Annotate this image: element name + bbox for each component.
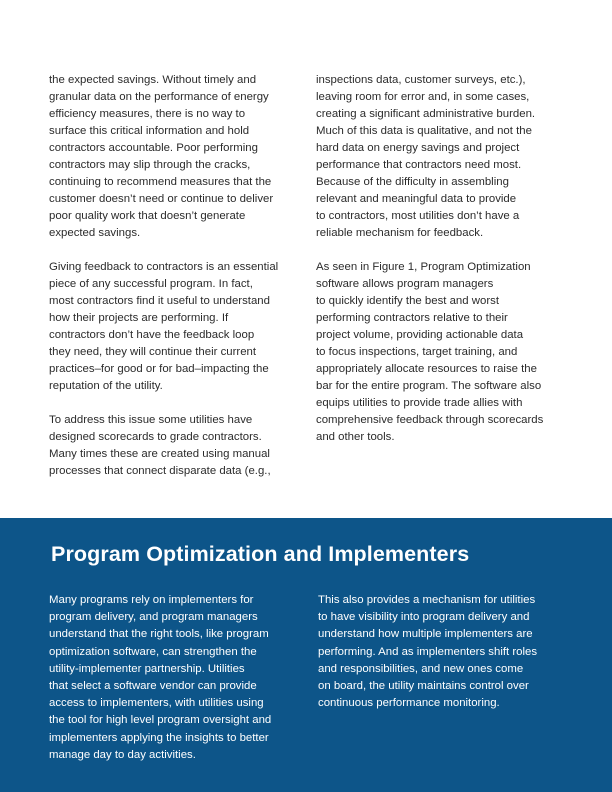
section-right-column [318,592,568,712]
paragraph-visibility: This also provides a mechanism for utilities to have visibility into program delivery and understand how multiple implementers are performing. And as implementers shift roles and responsibilities, and new ones come on board, the utility maintains control over continuous performance monitoring. [318,594,538,710]
paragraph-feedback: Giving feedback to contractors is an essential piece of any successful program. In fact, most contractors find it useful to understand how their projects are performing. If contractors don’t have the feedback loop they need, they will continue their current practices–for good or for bad–impacting the reputation of the utility. [49,261,279,392]
paragraph-implementers-partnership: Many programs rely on implementers for program delivery, and program managers understand that the right tools, like program optimization software, can strengthen the utility-implementer partnership. Utilities that select a software vendor can provide access to implementers, with utilities using the tool for high level program oversight and implementers applying the insights to better manage day to day activities. [49,594,272,761]
right-text-column [316,72,564,446]
paragraph-figure-reference: As seen in Figure 1, Program Optimization software allows program managers to quickly identify the best and worst performing contractors relative to their project volume, providing actionable data to focus inspections, target training, and appropriately allocate resources to raise the bar for the entire program. The software also equips utilities to provide trade allies with comprehensive feedback through scorecards and other tools. [316,261,544,443]
section-left-column [49,592,299,764]
section-heading: Program Optimization and Implementers [51,542,470,566]
left-text-column [49,72,297,480]
paragraph-timely-data: the expected savings. Without timely and granular data on the performance of energy efficiency measures, there is no way to surface this critical information and hold contractors accountable. Poor performing contractors may slip through the cracks, continuing to recommend measures that the customer doesn’t need or continue to deliver poor quality work that doesn’t generate expected savings. [49,74,274,239]
implementers-section [0,518,612,792]
paragraph-scorecards: To address this issue some utilities have designed scorecards to grade contractors. Many times these are created using manual processes that connect disparate data (e.g., [49,414,271,477]
paragraph-inspections-data: inspections data, customer surveys, etc.), leaving room for error and, in some cases, creating a significant administrative burden. Much of this data is qualitative, and not the hard data on energy savings and project performance that contractors need most. Because of the difficulty in assembling relevant and meaningful data to provide to contractors, most utilities don’t have a reliable mechanism for feedback. [316,74,536,239]
